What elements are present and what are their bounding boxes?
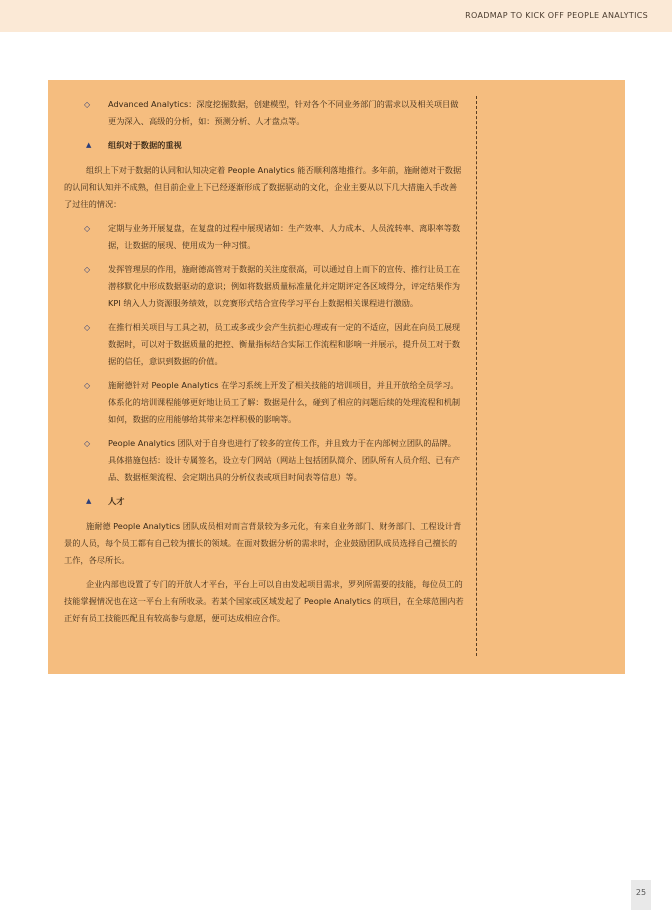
triangle-marker-icon: ▲ — [86, 497, 92, 505]
list-item-text: People Analytics 团队对于自身也进行了较多的宣传工作，并且致力于在内部树立团队的品牌。具体措施包括：设计专属签名，设立专门网站（网站上包括团队简介、团队所有人员介绍、已有产品、数据框架流程、会定期出具的分析仪表或项目时间表等信息）等。 — [108, 438, 461, 482]
section-heading — [64, 137, 464, 154]
section-title: 组织对于数据的重视 — [108, 140, 182, 150]
list-item — [64, 319, 464, 370]
list-item-text: 定期与业务开展复盘，在复盘的过程中展现诸如：生产效率、人力成本、人员流转率、离职率等数据，让数据的展现、使用成为一种习惯。 — [108, 223, 461, 250]
paragraph: 企业内部也设置了专门的开放人才平台，平台上可以自由发起项目需求，罗列所需要的技能，每位员工的技能掌握情况也在这一平台上有所收录。若某个国家或区域发起了 People Analytics 的项目，在全球范围内若正好有员工技能匹配且有较高参与意愿，便可达成相应合作。 — [64, 579, 464, 623]
list-item — [64, 377, 464, 428]
diamond-bullet-icon: ◇ — [84, 265, 91, 274]
page-number: 25 — [635, 888, 647, 897]
list-item — [64, 261, 464, 312]
list-item-text: 发挥管理层的作用，施耐德高管对于数据的关注度很高，可以通过自上而下的宣传、推行让员工在潜移默化中形成数据驱动的意识；例如将数据质量标准量化并定期评定各区域得分，评定结果作为 KPI 纳入人力资源服务绩效，以竞赛形式结合宣传学习平台上数据相关课程进行激励。 — [108, 264, 461, 308]
list-item-text: Advanced Analytics：深度挖掘数据，创建模型，针对各个不同业务部门的需求以及相关项目做更为深入、高级的分析，如：预测分析、人才盘点等。 — [108, 99, 459, 126]
list-item-text: 施耐德针对 People Analytics 在学习系统上开发了相关技能的培训项目，并且开放给全员学习。体系化的培训课程能够更好地让员工了解：数据是什么，碰到了相应的问题后续的处理流程和机制如何，数据的应用能够给其带来怎样积极的影响等。 — [108, 380, 461, 424]
diamond-bullet-icon: ◇ — [84, 439, 91, 448]
section-title: 人才 — [108, 496, 125, 506]
section-heading — [64, 493, 464, 510]
list-item — [64, 96, 464, 130]
dashed-rule — [476, 96, 477, 656]
article-body — [64, 96, 464, 634]
triangle-marker-icon: ▲ — [86, 141, 92, 149]
page-number-box — [631, 880, 651, 910]
header-band — [0, 0, 672, 32]
diamond-bullet-icon: ◇ — [84, 224, 91, 233]
list-item — [64, 220, 464, 254]
diamond-bullet-icon: ◇ — [84, 100, 91, 109]
list-item-text: 在推行相关项目与工具之初，员工或多或少会产生抗拒心理或有一定的不适应，因此在向员工展现数据时，可以对于数据质量的把控、衡量指标结合实际工作流程和影响一并展示，提升员工对于数据的信任，意识到数据的价值。 — [108, 322, 461, 366]
paragraph: 施耐德 People Analytics 团队成员相对而言背景较为多元化，有来自业务部门、财务部门、工程设计背景的人员，每个员工都有自己较为擅长的领域。在面对数据分析的需求时，企业鼓励团队成员选择自己擅长的工作，各尽所长。 — [64, 521, 462, 565]
running-header: ROADMAP TO KICK OFF PEOPLE ANALYTICS — [465, 11, 648, 20]
diamond-bullet-icon: ◇ — [84, 323, 91, 332]
list-item — [64, 435, 464, 486]
paragraph: 组织上下对于数据的认同和认知决定着 People Analytics 能否顺利落地推行。多年前，施耐德对于数据的认同和认知并不成熟，但目前企业上下已经逐渐形成了数据驱动的文化，企业主要从以下几大措施入手改善了过往的情况： — [64, 165, 462, 209]
diamond-bullet-icon: ◇ — [84, 381, 91, 390]
